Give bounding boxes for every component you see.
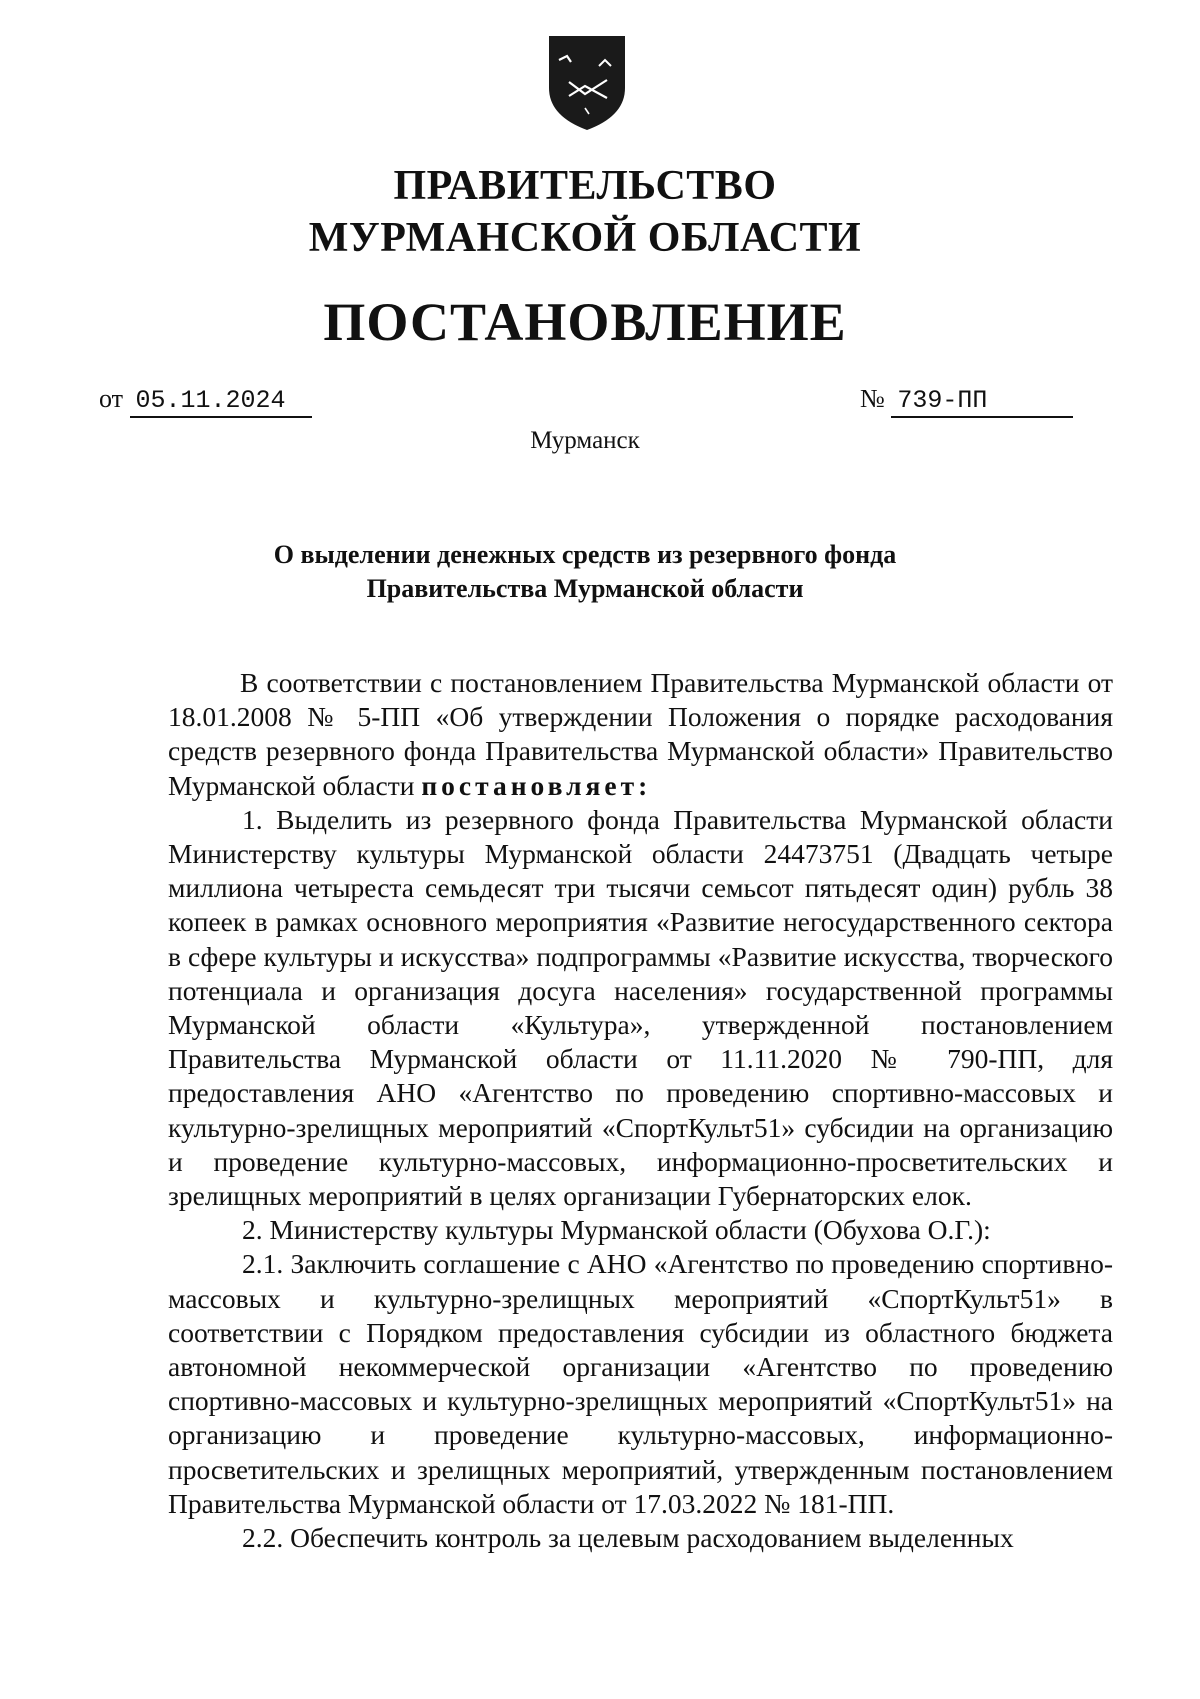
- document-number: [860, 382, 1073, 418]
- preamble-text: В соответствии с постановлением Правительства Мурманской области от 18.01.2008 № 5-ПП «Об утверждении Положения о порядке расходования средств резервного фонда Правительства Мурманской области» Правительство Мурманской области: [168, 667, 1113, 801]
- date-prefix: от: [99, 384, 124, 413]
- document-date: [99, 382, 312, 418]
- document-body: [168, 666, 1113, 1555]
- document-subject: [0, 538, 1170, 606]
- city-name: Мурманск: [530, 427, 640, 454]
- item-2: 2. Министерству культуры Мурманской области (Обухова О.Г.):: [242, 1214, 991, 1246]
- item-2-1: 2.1. Заключить соглашение с АНО «Агентство по проведению спортивно-массовых и культурно-зрелищных мероприятий «СпортКульт51» в соответствии с Порядком предоставления субсидии из областного бюджета автономной некоммерческой организации «Агентство по проведению спортивно-массовых и культурно-зрелищных мероприятий «СпортКульт51» на организацию и проведение культурно-массовых, информационно-просветительских и зрелищных мероприятий, утвержденным постановлением Правительства Мурманской области от 17.03.2022 № 181-ПП.: [168, 1248, 1113, 1519]
- subject-line1: О выделении денежных средств из резервного фонда: [273, 540, 897, 569]
- number-prefix: №: [860, 384, 885, 413]
- coat-of-arms-emblem: [545, 30, 629, 134]
- decree-word: постановляет:: [421, 769, 652, 801]
- document-type-title: ПОСТАНОВЛЕНИЕ: [323, 292, 847, 352]
- number-value: 739-ПП: [891, 386, 1073, 418]
- preamble-paragraph: [168, 666, 1113, 803]
- government-name-line2: МУРМАНСКОЙ ОБЛАСТИ: [308, 215, 862, 261]
- item-2-2: 2.2. Обеспечить контроль за целевым расходованием выделенных: [242, 1522, 1014, 1554]
- government-name: [0, 160, 1170, 264]
- date-value: 05.11.2024: [130, 386, 312, 418]
- item-1: 1. Выделить из резервного фонда Правительства Мурманской области Министерству культуры Мурманской области 24473751 (Двадцать четыре миллиона четыреста семьдесят три тысячи семьсот пятьдесят один) рубль 38 копеек в рамках основного мероприятия «Развитие негосударственного сектора в сфере культуры и искусства» подпрограммы «Развитие искусства, творческого потенциала и организация досуга населения» государственной программы Мурманской области «Культура», утвержденной постановлением Правительства Мурманской области от 11.11.2020 № 790-ПП, для предоставления АНО «Агентство по проведению спортивно-массовых и культурно-зрелищных мероприятий «СпортКульт51» субсидии на организацию и проведение культурно-массовых, информационно-просветительских и зрелищных мероприятий в целях организации Губернаторских елок.: [168, 803, 1113, 1212]
- subject-line2: Правительства Мурманской области: [366, 574, 804, 603]
- government-name-line1: ПРАВИТЕЛЬСТВО: [393, 163, 777, 209]
